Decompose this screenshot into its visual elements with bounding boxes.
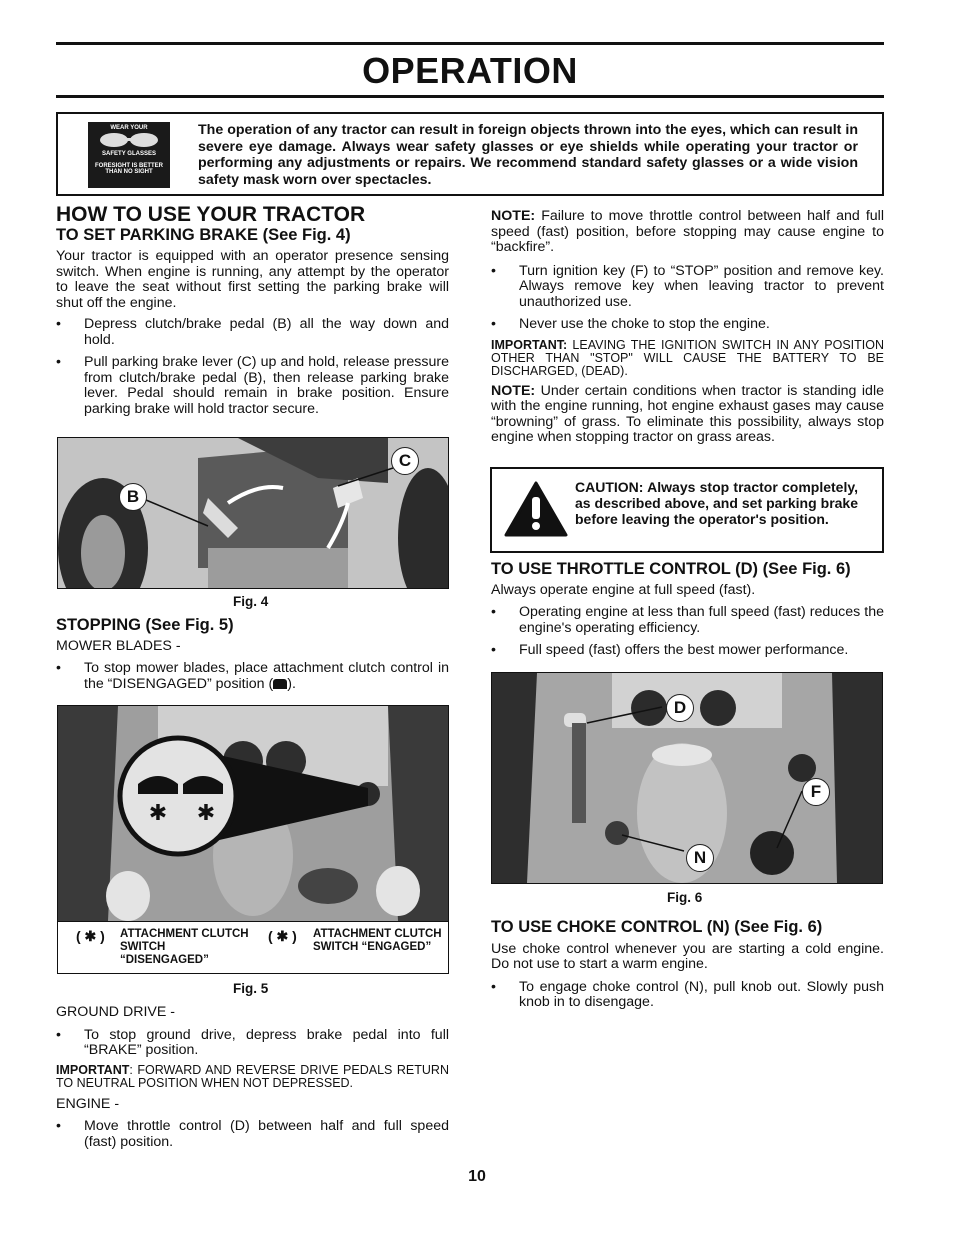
callout-f: F (802, 778, 830, 806)
legend-disengaged: ATTACHMENT CLUTCH SWITCH “DISENGAGED” (120, 928, 249, 966)
choke-heading: TO USE CHOKE CONTROL (N) (See Fig. 6) (491, 918, 823, 936)
page-title: OPERATION (362, 50, 578, 91)
important-label: IMPORTANT (56, 1062, 130, 1077)
figure-6-image (491, 672, 883, 884)
engine-label: ENGINE - (56, 1095, 120, 1112)
throttle-intro: Always operate engine at full speed (fast). (491, 581, 756, 598)
important-ignition (491, 339, 884, 378)
figure-5-legend (58, 921, 448, 974)
note-text: Failure to move throttle control between half and full speed (fast) position, before stopping may cause engine to “backfire”. (491, 208, 884, 255)
caution-text: CAUTION: Always stop tractor completely, as described above, and set parking brake before leaving the operator's position. (575, 479, 858, 527)
dashboard-illustration (58, 706, 448, 921)
engaged-symbol-icon: ( ✱ ) (268, 928, 297, 944)
choke-intro: Use choke control whenever you are starting a cold engine. Do not use to start a warm engine. (491, 940, 884, 972)
important-text: : FORWARD AND REVERSE DRIVE PEDALS RETURN TO NEUTRAL POSITION WHEN NOT DEPRESSED. (56, 1062, 449, 1090)
svg-text:✱: ✱ (148, 801, 168, 826)
glasses-icon (94, 131, 164, 149)
choke-section (491, 920, 884, 1011)
list-item: • Depress clutch/brake pedal (B) all the way down and hold. (56, 317, 449, 348)
warning-triangle-icon (504, 481, 568, 537)
important-note (56, 1064, 449, 1090)
figure-4-caption: Fig. 4 (233, 594, 269, 609)
safety-warning-text: The operation of any tractor can result in foreign objects thrown into the eyes, which can result in severe eye damage. Always wear safety glasses or eye shields while operating your tractor or performing any adjustments or repairs. We recommend standard safety glasses or a wide vision safety mask worn over spectacles. (198, 122, 858, 188)
list-item: • To engage choke control (N), pull knob out. Slowly push knob in to disengage. (491, 980, 884, 1011)
figure-5-caption: Fig. 5 (233, 981, 269, 996)
list-item: • Turn ignition key (F) to “STOP” position and remove key. Always remove key when leaving tractor to prevent unauthorized use. (491, 264, 884, 311)
icon-text: FORESIGHT IS BETTER THAN NO SIGHT (94, 163, 163, 175)
callout-n: N (686, 844, 714, 872)
mower-bullet-end: ). (287, 675, 296, 692)
throttle-section (491, 562, 884, 659)
note-browning (491, 384, 884, 446)
left-column (56, 203, 449, 417)
safety-warning-box (56, 112, 884, 196)
figure-6-caption: Fig. 6 (667, 890, 703, 905)
callout-c: C (391, 447, 419, 475)
parking-intro: Your tractor is equipped with an operator presence sensing switch. When engine is running, any attempt by the operator to leave the seat without first setting the parking brake will shut off the engine. (56, 248, 449, 311)
note-label: NOTE: (491, 382, 536, 399)
mower-bullet-text: To stop mower blades, place attachment clutch control in the “DISENGAGED” position ( (84, 660, 449, 692)
note-backfire (491, 209, 884, 256)
figure-5-image (57, 705, 449, 974)
list-item: • Pull parking brake lever (C) up and hold, release pressure from clutch/brake pedal (B), then release parking brake lever. Pedal should remain in brake position. Ensure parking brake will hold tractor secure. (56, 355, 449, 417)
stopping-section (56, 618, 449, 692)
ground-drive-label: GROUND DRIVE - (56, 1004, 176, 1020)
icon-text: SAFETY GLASSES (102, 151, 156, 157)
safety-glasses-icon (88, 122, 170, 188)
icon-text: WEAR YOUR (110, 125, 148, 131)
list-item: • Never use the choke to stop the engine. (491, 317, 884, 333)
title-rule (56, 95, 884, 98)
top-rule (56, 42, 884, 45)
stopping-heading: STOPPING (See Fig. 5) (56, 616, 234, 634)
callout-b: B (119, 483, 147, 511)
disengaged-symbol-icon: ( ✱ ) (76, 928, 105, 944)
throttle-heading: TO USE THROTTLE CONTROL (D) (See Fig. 6) (491, 560, 851, 578)
figure-4-image (57, 437, 449, 589)
disengaged-icon (273, 679, 287, 689)
callout-d: D (666, 694, 694, 722)
tractor-pedal-illustration (58, 438, 448, 588)
important-text: LEAVING THE IGNITION SWITCH IN ANY POSITION OTHER THAN "STOP" WILL CAUSE THE BATTERY TO BE DISCHARGED, (DEAD). (491, 337, 884, 378)
legend-engaged: ATTACHMENT CLUTCH SWITCH “ENGAGED” (313, 928, 442, 953)
list-item (56, 661, 449, 692)
list-item: • Full speed (fast) offers the best mower performance. (491, 643, 884, 659)
caution-box (490, 467, 884, 553)
list-item: • Move throttle control (D) between half and full speed (fast) position. (56, 1119, 449, 1150)
right-column (491, 209, 884, 446)
note-label: NOTE: (491, 208, 536, 224)
parking-brake-heading: TO SET PARKING BRAKE (See Fig. 4) (56, 225, 351, 244)
important-label: IMPORTANT: (491, 337, 568, 352)
mower-blades-label: MOWER BLADES - (56, 637, 181, 654)
list-item: • To stop ground drive, depress brake pedal into full “BRAKE” position. (56, 1028, 449, 1059)
page-number: 10 (468, 1168, 486, 1185)
list-item: • Operating engine at less than full speed (fast) reduces the engine's operating efficiency. (491, 605, 884, 636)
ground-engine-section (56, 1005, 449, 1150)
section-heading: HOW TO USE YOUR TRACTOR (56, 203, 366, 226)
svg-text:✱: ✱ (196, 801, 216, 826)
note-text: Under certain conditions when tractor is standing idle with the engine running, hot engine exhaust gases may cause “browning” of grass. To eliminate this possibility, always stop engine when stopping tractor on grass areas. (491, 382, 884, 445)
